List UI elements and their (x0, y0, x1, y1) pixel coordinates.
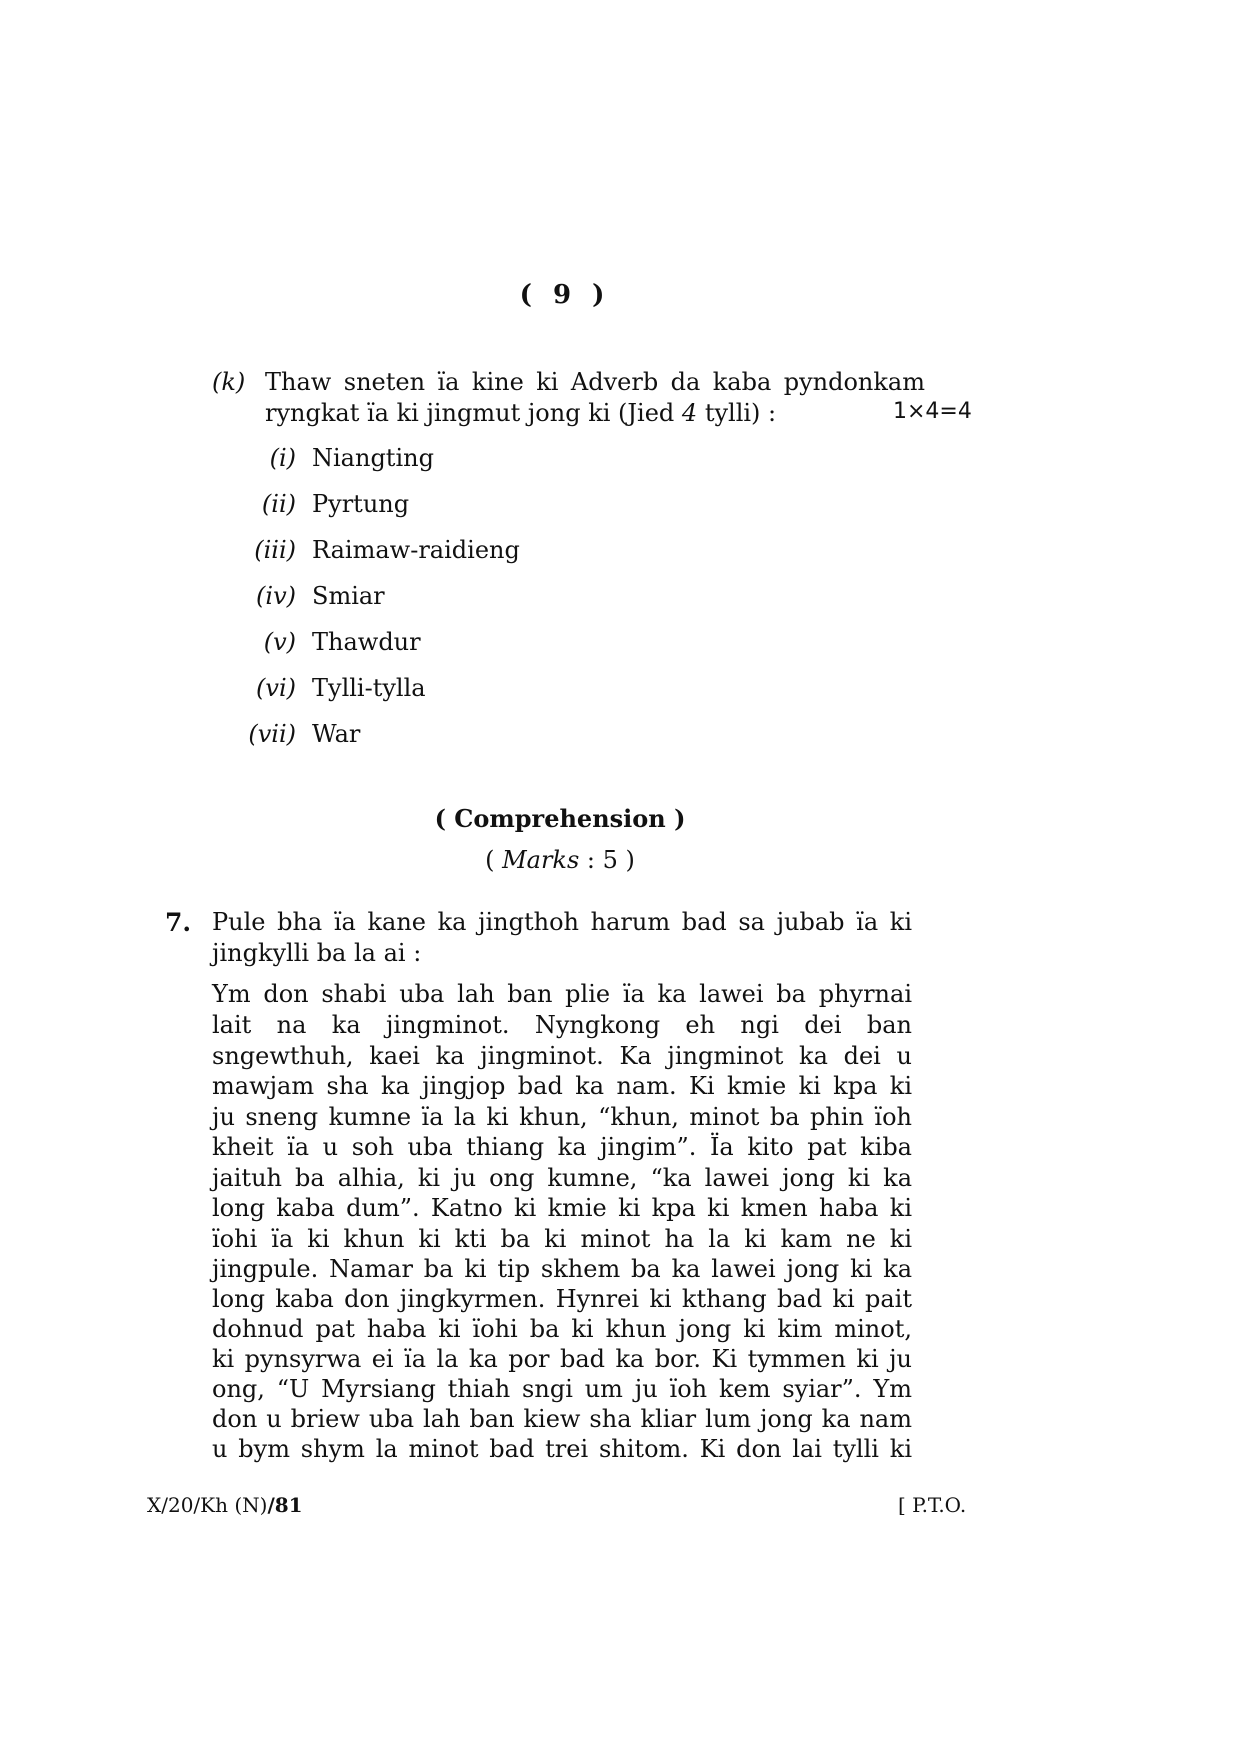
section-marks (0, 846, 1120, 874)
page-number: ( 9 ) (519, 280, 611, 310)
passage-line: lait na ka jingminot. Nyngkong eh ngi dei ban (212, 1011, 912, 1039)
question-7-number: 7. (165, 908, 192, 937)
section-marks-open: ( (485, 846, 503, 874)
passage-line: ong, “U Myrsiang thiah sngi um ju ïoh kem syiar”. Ym (212, 1375, 912, 1403)
passage-line: sngewthuh, kaei ka jingminot. Ka jingminot ka dei u (212, 1042, 912, 1070)
question-k-line2-num: 4 (681, 399, 698, 427)
passage-line: don u briew uba lah ban kiew sha kliar lum jong ka nam (212, 1405, 912, 1433)
footer-code-suffix: /81 (267, 1493, 303, 1517)
option-number: (iv) (256, 582, 296, 610)
option-text: Raimaw-raidieng (312, 536, 520, 564)
passage-line: ïohi ïa ki khun ki kti ba ki minot ha la ki kam ne ki (212, 1225, 912, 1253)
option-number: (vii) (248, 720, 296, 748)
passage-line: jingpule. Namar ba ki tip skhem ba ka lawei jong ki ka (212, 1255, 912, 1283)
option-text: War (312, 720, 361, 748)
option-text: Thawdur (312, 628, 421, 656)
question-k-marks: 1×4=4 (893, 399, 972, 424)
section-marks-rest: : 5 ) (579, 846, 635, 874)
section-marks-label: Marks (502, 846, 580, 874)
passage-line: kheit ïa u soh uba thiang ka jingim”. Ïa kito pat kiba (212, 1133, 912, 1161)
question-7-prompt: jingkylli ba la ai : (212, 939, 422, 967)
footer-pto: [ P.T.O. (898, 1493, 967, 1517)
question-k-line2 (265, 399, 776, 427)
option-text: Tylli-tylla (312, 674, 426, 702)
option-text: Pyrtung (312, 490, 410, 518)
question-k-line1: Thaw sneten ïa kine ki Adverb da kaba pyndonkam (265, 368, 925, 396)
option-number: (i) (269, 444, 296, 472)
option-text: Smiar (312, 582, 385, 610)
passage-line: jaituh ba alhia, ki ju ong kumne, “ka lawei jong ki ka (212, 1164, 912, 1192)
question-k-line2-prefix: ryngkat ïa ki jingmut jong ki (Jied (265, 399, 682, 427)
question-k-line2-suffix: tylli) : (697, 399, 777, 427)
footer-code-prefix: X/20/Kh (N) (147, 1493, 268, 1517)
passage-line: ki pynsyrwa ei ïa la ka por bad ka bor. Ki tymmen ki ju (212, 1345, 912, 1373)
option-number: (vi) (256, 674, 296, 702)
passage-line: long kaba dum”. Katno ki kmie ki kpa ki kmen haba ki (212, 1194, 912, 1222)
question-7-prompt: Pule bha ïa kane ka jingthoh harum bad sa jubab ïa ki (212, 908, 912, 936)
option-number: (ii) (261, 490, 296, 518)
option-number: (iii) (254, 536, 296, 564)
option-number: (v) (263, 628, 296, 656)
section-title: ( Comprehension ) (434, 804, 686, 833)
passage-line: mawjam sha ka jingjop bad ka nam. Ki kmie ki kpa ki (212, 1072, 912, 1100)
passage-line: Ym don shabi uba lah ban plie ïa ka lawei ba phyrnai (212, 980, 912, 1008)
passage-line: long kaba don jingkyrmen. Hynrei ki kthang bad ki pait (212, 1285, 912, 1313)
footer-code (147, 1493, 303, 1517)
question-k-label: (k) (212, 368, 246, 396)
passage-line: u bym shym la minot bad trei shitom. Ki don lai tylli ki (212, 1435, 912, 1463)
passage-line: ju sneng kumne ïa la ki khun, “khun, minot ba phin ïoh (212, 1103, 912, 1131)
passage-line: dohnud pat haba ki ïohi ba ki khun jong ki kim minot, (212, 1315, 912, 1343)
option-text: Niangting (312, 444, 434, 472)
